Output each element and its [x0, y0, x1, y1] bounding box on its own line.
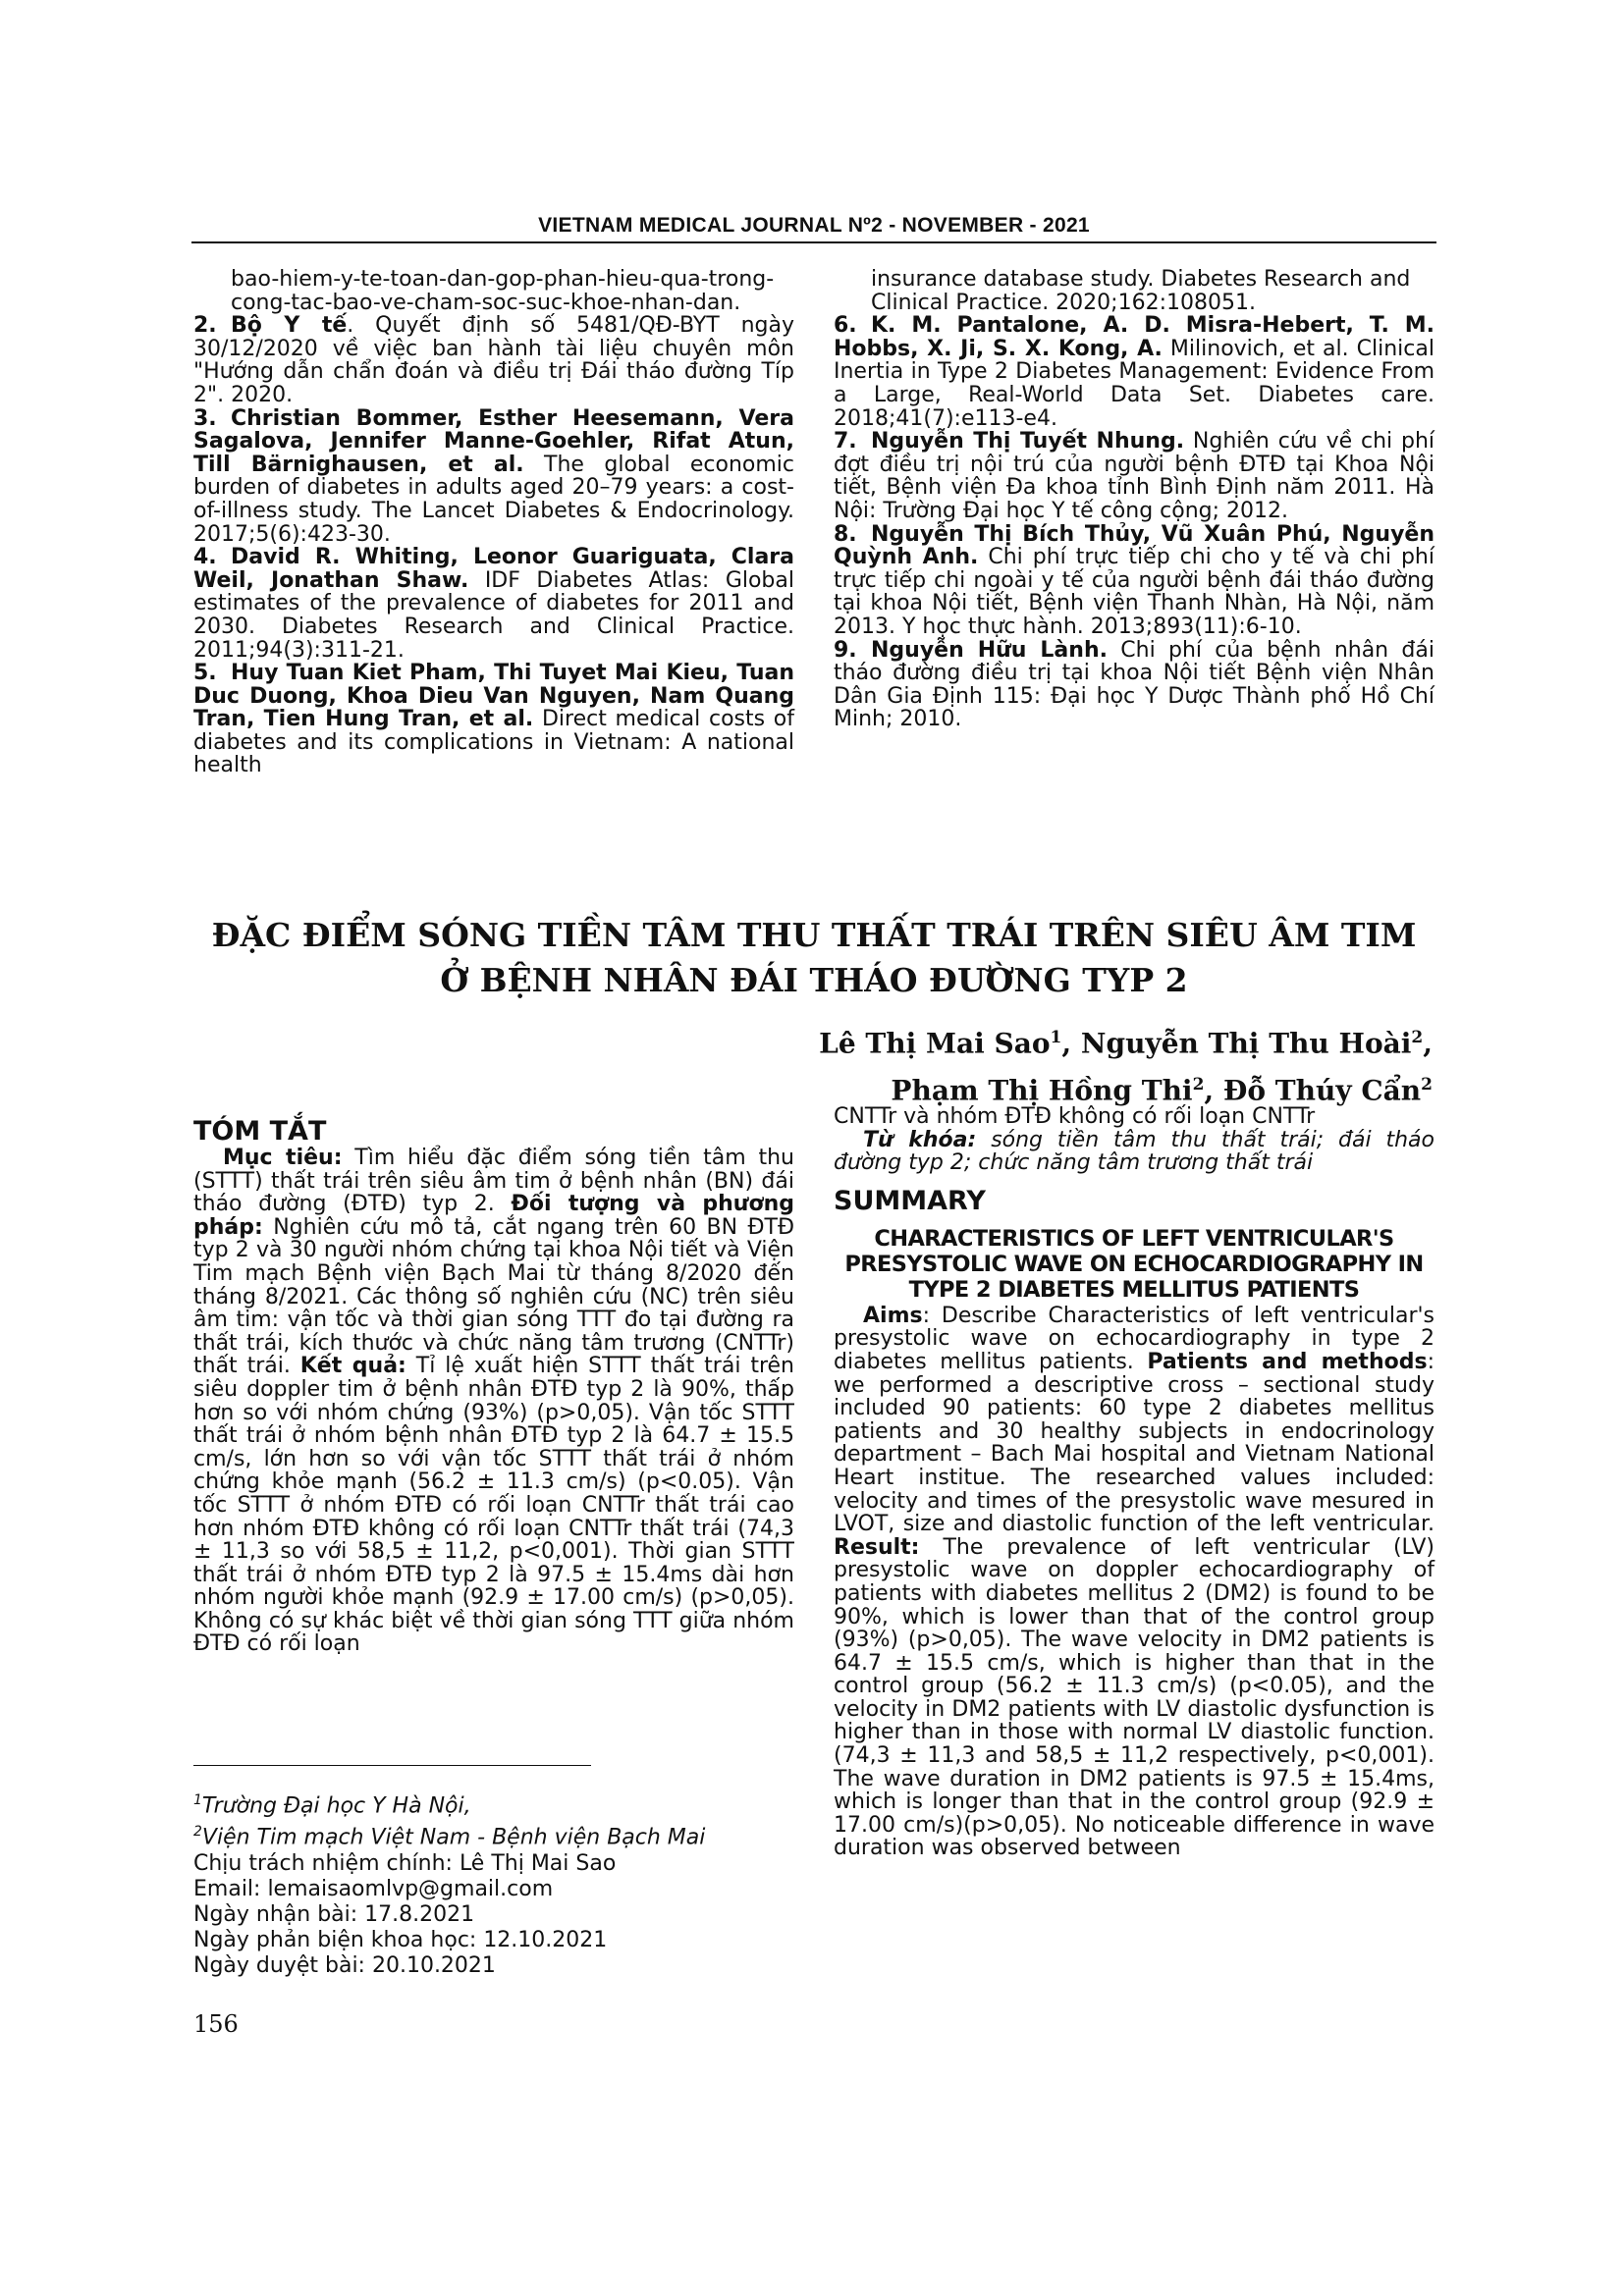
reference-item: 6. K. M. Pantalone, A. D. Misra-Hebert, T. M. Hobbs, X. Ji, S. X. Kong, A. Milinovich, et al. Clinical Inertia in Type 2 Diabetes Management: Evidence From a Large, Real-World Data Set. Diabetes care. 2018;41(7):e113-e4. [834, 313, 1435, 431]
author-name: Nguyễn Thị Thu Hoài [1080, 1027, 1412, 1060]
author-name: Đỗ Thúy Cẩn [1222, 1074, 1422, 1107]
header-rule [191, 241, 1436, 243]
reference-continued: bao-hiem-y-te-toan-dan-gop-phan-hieu-qua-trong-cong-tac-bao-ve-cham-soc-suc-khoe-nhan-dan. [231, 267, 775, 315]
reference-item: 7. Nguyễn Thị Tuyết Nhung. Nghiên cứu về chi phí đợt điều trị nội trú của người bệnh ĐTĐ tại Khoa Nội tiết, Bệnh viện Đa khoa tỉnh Bình Định năm 2011. Hà Nội: Trường Đại học Y tế công cộng; 2012. [834, 429, 1435, 523]
corresponding-author: Chịu trách nhiệm chính: Lê Thị Mai Sao [193, 1850, 617, 1876]
abstract-vi-continued: CNTTr và nhóm ĐTĐ không có rối loạn CNTTr [834, 1104, 1316, 1129]
reference-item: 8. Nguyễn Thị Bích Thủy, Vũ Xuân Phú, Nguyễn Quỳnh Anh. Chi phí trực tiếp chi cho y tế và chi phí trực tiếp chi ngoài y tế của người bệnh đái tháo đường tại khoa Nội tiết, Bệnh viện Thanh Nhàn, Hà Nội, năm 2013. Y học thực hành. 2013;893(11):6-10. [834, 521, 1435, 639]
article-title-line2: Ở BỆNH NHÂN ĐÁI THÁO ĐƯỜNG TYP 2 [440, 961, 1188, 999]
footnote-rule [193, 1765, 591, 1766]
article-title-line1: ĐẶC ĐIỂM SÓNG TIỀN TÂM THU THẤT TRÁI TRÊN SIÊU ÂM TIM [211, 916, 1417, 954]
reference-item: 5. Huy Tuan Kiet Pham, Thi Tuyet Mai Kieu, Tuan Duc Duong, Khoa Dieu Van Nguyen, Nam Quang Tran, Tien Hung Tran, et al. Direct medical costs of diabetes and its complications in Vietnam: A national health [193, 661, 794, 778]
abstract-en-column [834, 1105, 1435, 1860]
summary-heading: SUMMARY [834, 1185, 986, 1216]
author-name: Lê Thị Mai Sao [819, 1027, 1051, 1060]
abstract-vi [193, 1117, 794, 1656]
reference-item: 3. Christian Bommer, Esther Heesemann, Vera Sagalova, Jennifer Manne-Goehler, Rifat Atun, Till Bärnighausen, et al. The global economic burden of diabetes in adults aged 20–79 years: a cost-of-illness study. The Lancet Diabetes & Endocrinology. 2017;5(6):423-30. [193, 405, 794, 547]
page-number: 156 [193, 2010, 239, 2038]
date-reviewed: Ngày phản biện khoa học: 12.10.2021 [193, 1927, 608, 1952]
author-affiliation: 1 [1050, 1028, 1062, 1047]
article-title [191, 913, 1436, 1003]
date-received: Ngày nhận bài: 17.8.2021 [193, 1901, 475, 1927]
date-accepted: Ngày duyệt bài: 20.10.2021 [193, 1952, 496, 1978]
author-affiliation: 2 [1411, 1028, 1424, 1047]
reference-item: 2. Bộ Y tế. Quyết định số 5481/QĐ-BYT ngày 30/12/2020 về việc ban hành tài liệu chuyên môn "Hướng dẫn chẩn đoán và điều trị Đái tháo đường Típ 2". 2020. [193, 313, 794, 407]
email: Email: lemaisaomlvp@gmail.com [193, 1876, 554, 1901]
keywords: Từ khóa: sóng tiền tâm thu thất trái; đái tháo đường typ 2; chức năng tâm trương thất trái [834, 1127, 1435, 1176]
abstract-vi-body: Mục tiêu: Tìm hiểu đặc điểm sóng tiền tâm thu (STTT) thất trái trên siêu âm tim ở bệnh nhân (BN) đái tháo đường (ĐTĐ) typ 2. Đối tượng và phương pháp: Nghiên cứu mô tả, cắt ngang trên 60 BN ĐTĐ typ 2 và 30 người nhóm chứng tại khoa Nội tiết và Viện Tim mạch Bệnh viện Bạch Mai từ tháng 8/2020 đến tháng 8/2021. Các thông số nghiên cứu (NC) trên siêu âm tim: vận tốc và thời gian sóng TTT đo tại đường ra thất trái, kích thước và chức năng tâm trương (CNTTr) thất trái. Kết quả: Tỉ lệ xuất hiện STTT thất trái trên siêu doppler tim ở bệnh nhân ĐTĐ typ 2 là 90%, thấp hơn so với nhóm chứng (93%) (p>0,05). Vận tốc STTT thất trái ở nhóm bệnh nhân ĐTĐ typ 2 là 64.7 ± 15.5 cm/s, lớn hơn so với vận tốc STTT thất trái ở nhóm chứng khỏe mạnh (56.2 ± 11.3 cm/s) (p<0.05). Vận tốc STTT ở nhóm ĐTĐ có rối loạn CNTTr thất trái cao hơn nhóm ĐTĐ không có rối loạn CNTTr thất trái (74,3 ± 11,3 so với 58,5 ± 11,2, p<0,001). Thời gian STTT thất trái ở nhóm ĐTĐ typ 2 là 97.5 ± 15.4ms dài hơn nhóm người khỏe mạnh (92.9 ± 17.00 cm/s) (p>0,05). Không có sự khác biệt về thời gian sóng TTT giữa nhóm ĐTĐ có rối loạn [193, 1146, 794, 1657]
reference-item: 9. Nguyễn Hữu Lành. Chi phí của bệnh nhân đái tháo đường điều trị tại khoa Nội tiết Bệnh viện Nhân Dân Gia Định 115: Đại học Y Dược Thành phố Hồ Chí Minh; 2010. [834, 637, 1435, 732]
author-affiliation: 2 [1192, 1075, 1205, 1095]
references-left [193, 268, 794, 777]
author-affiliation: 2 [1421, 1075, 1433, 1095]
reference-item: 4. David R. Whiting, Leonor Guariguata, Clara Weil, Jonathan Shaw. IDF Diabetes Atlas: Global estimates of the prevalence of diabetes for 2011 and 2030. Diabetes Research and Clinical Practice. 2011;94(3):311-21. [193, 545, 794, 663]
abstract-vi-heading: TÓM TẮT [193, 1116, 327, 1147]
affiliation-1: $^1$Trường Đại học Y Hà Nội, [193, 1792, 471, 1819]
author-name: Phạm Thị Hồng Thi [891, 1074, 1193, 1107]
references-right [834, 268, 1435, 731]
footnotes [193, 1788, 794, 1979]
journal-header: VIETNAM MEDICAL JOURNAL Nº2 - NOVEMBER - 2021 [538, 214, 1090, 237]
reference-continued: insurance database study. Diabetes Research and Clinical Practice. 2020;162:108051. [871, 267, 1411, 315]
summary-title: CHARACTERISTICS OF LEFT VENTRICULAR'S PRESYSTOLIC WAVE ON ECHOCARDIOGRAPHY IN TYPE 2 DIABETES MELLITUS PATIENTS [844, 1225, 1424, 1303]
summary-body: Aims: Describe Characteristics of left ventricular's presystolic wave on echocardiography in type 2 diabetes mellitus patients. Patients and methods: we performed a descriptive cross – sectional study included 90 patients: 60 type 2 diabetes mellitus patients and 30 healthy subjects in endocrinology department – Bach Mai hospital and Vietnam National Heart institue. The researched values included: velocity and times of the presystolic wave mesured in LVOT, size and diastolic function of the left ventricular. Result: The prevalence of left ventricular (LV) presystolic wave on doppler echocardiography of patients with diabetes mellitus 2 (DM2) is found to be 90%, which is lower than that of the control group (93%) (p>0,05). The wave velocity in DM2 patients is 64.7 ± 15.5 cm/s, which is higher than that in the control group (56.2 ± 11.3 cm/s) (p<0.05), and the velocity in DM2 patients with LV diastolic dysfunction is higher than in those with normal LV diastolic function. (74,3 ± 11,3 and 58,5 ± 11,2 respectively, p<0,001). The wave duration in DM2 patients is 97.5 ± 15.4ms, which is longer than that in the control group (92.9 ± 17.00 cm/s)(p>0,05). No noticeable difference in wave duration was observed between [834, 1303, 1435, 1861]
affiliation-2: $^2$Viện Tim mạch Việt Nam - Bệnh viện Bạch Mai [193, 1824, 706, 1850]
article-authors: Lê Thị Mai Sao$^1$, Nguyễn Thị Thu Hoài$^2$, Phạm Thị Hồng Thi$^2$, Đỗ Thúy Cẩn$^2$ [819, 1027, 1433, 1107]
